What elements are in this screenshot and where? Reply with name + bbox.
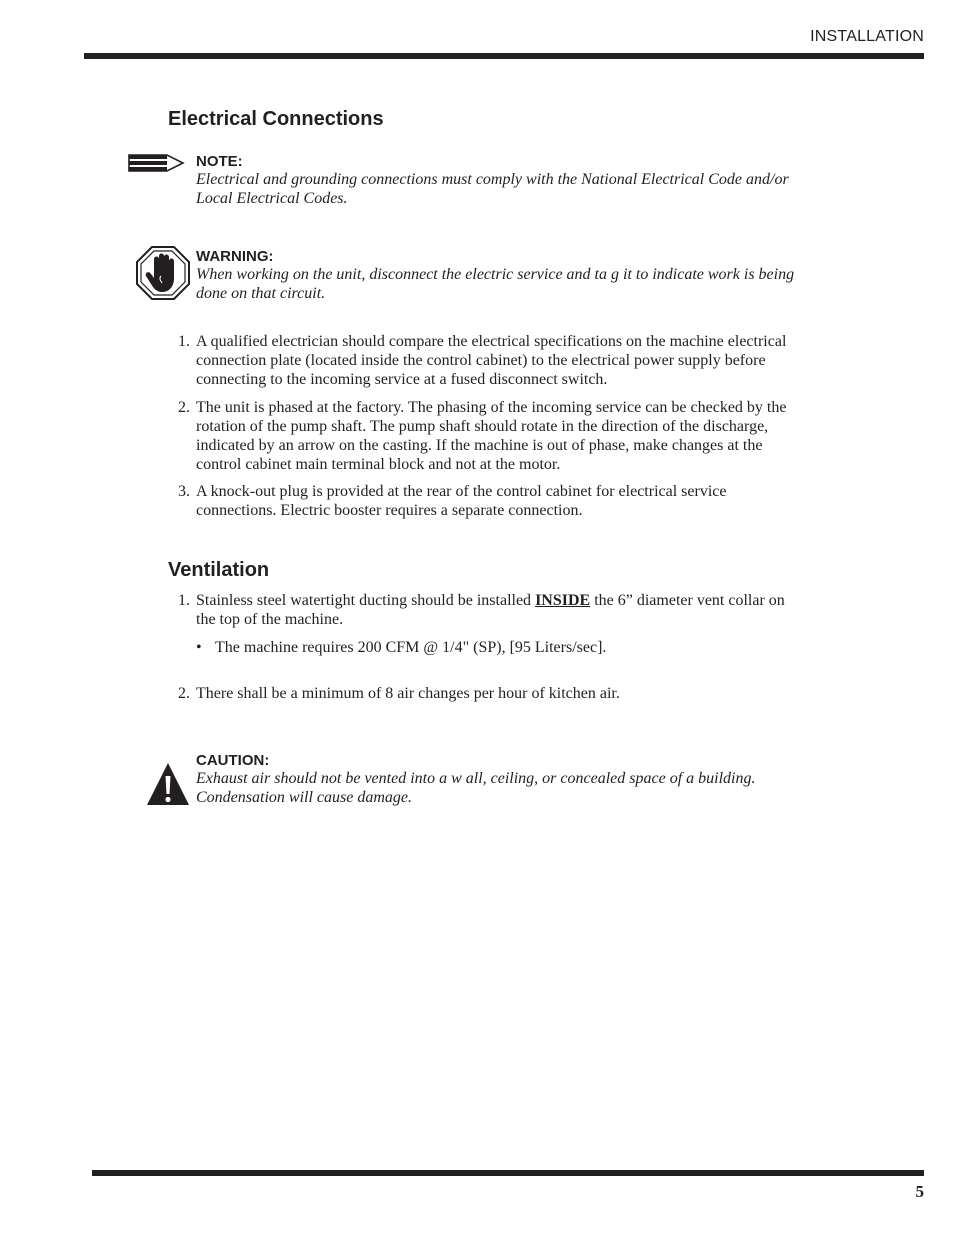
- list-item-line: connections. Electric booster requires a separate connection.: [196, 502, 583, 519]
- list-item-line: A qualified electrician should compare the electrical specifications on the machine electrical: [196, 333, 787, 350]
- list-item-number: 1.: [178, 333, 190, 350]
- list-item-line: [196, 591, 848, 610]
- list-item-number: 2.: [178, 685, 190, 702]
- caution-block: [196, 752, 846, 807]
- list-item-line: indicated by an arrow on the casting. If the machine is out of phase, make changes at the: [196, 437, 763, 454]
- bullet-text: The machine requires 200 CFM @ 1/4" (SP), [95 Liters/sec].: [215, 639, 607, 656]
- list-item-line: There shall be a minimum of 8 air changes per hour of kitchen air.: [196, 685, 620, 702]
- note-label: NOTE:: [196, 153, 243, 170]
- list-item-number: 1.: [178, 592, 190, 609]
- list-item-line: A knock-out plug is provided at the rear of the control cabinet for electrical service: [196, 483, 727, 500]
- exclamation-triangle-icon: [145, 761, 191, 807]
- warning-block: [196, 248, 846, 303]
- list-item-number: 3.: [178, 483, 190, 500]
- list-item-line: connecting to the incoming service at a fused disconnect switch.: [196, 371, 608, 388]
- page-number: 5: [915, 1182, 924, 1201]
- header-rule: [84, 53, 924, 59]
- list-item-line: the top of the machine.: [196, 611, 344, 628]
- note-text-line: Local Electrical Codes.: [196, 189, 348, 207]
- text-run: the 6” diameter vent collar on: [590, 592, 785, 609]
- note-text-line: Electrical and grounding connections must comply with the National Electrical Code and/or: [196, 171, 789, 188]
- list-item-line: rotation of the pump shaft. The pump shaft should rotate in the direction of the discharge,: [196, 418, 769, 435]
- text-run: Stainless steel watertight ducting should be installed: [196, 592, 536, 609]
- list-item-line: The unit is phased at the factory. The phasing of the incoming service can be checked by the: [196, 399, 787, 416]
- list-item-number: 2.: [178, 399, 190, 416]
- section-title-electrical: Electrical Connections: [168, 108, 384, 130]
- list-item-line: control cabinet main terminal block and not at the motor.: [196, 456, 561, 473]
- caution-text-line: Condensation will cause damage.: [196, 788, 412, 806]
- note-block: [196, 153, 846, 208]
- footer-rule: [92, 1170, 924, 1176]
- emphasis-inside: INSIDE: [535, 592, 591, 609]
- running-header: INSTALLATION: [810, 28, 924, 45]
- section-title-ventilation: Ventilation: [168, 559, 270, 581]
- stop-hand-icon: [135, 245, 191, 301]
- warning-label: WARNING:: [196, 248, 274, 265]
- warning-text-line: When working on the unit, disconnect the electric service and ta g it to indicate work is being: [196, 266, 795, 283]
- pencil-icon: [127, 153, 185, 173]
- warning-text-line: done on that circuit.: [196, 284, 326, 302]
- caution-text-line: Exhaust air should not be vented into a w all, ceiling, or concealed space of a building.: [196, 770, 756, 787]
- list-item-line: connection plate (located inside the control cabinet) to the electrical power supply before: [196, 352, 766, 369]
- caution-label: CAUTION:: [196, 752, 270, 769]
- bullet-icon: •: [196, 639, 202, 656]
